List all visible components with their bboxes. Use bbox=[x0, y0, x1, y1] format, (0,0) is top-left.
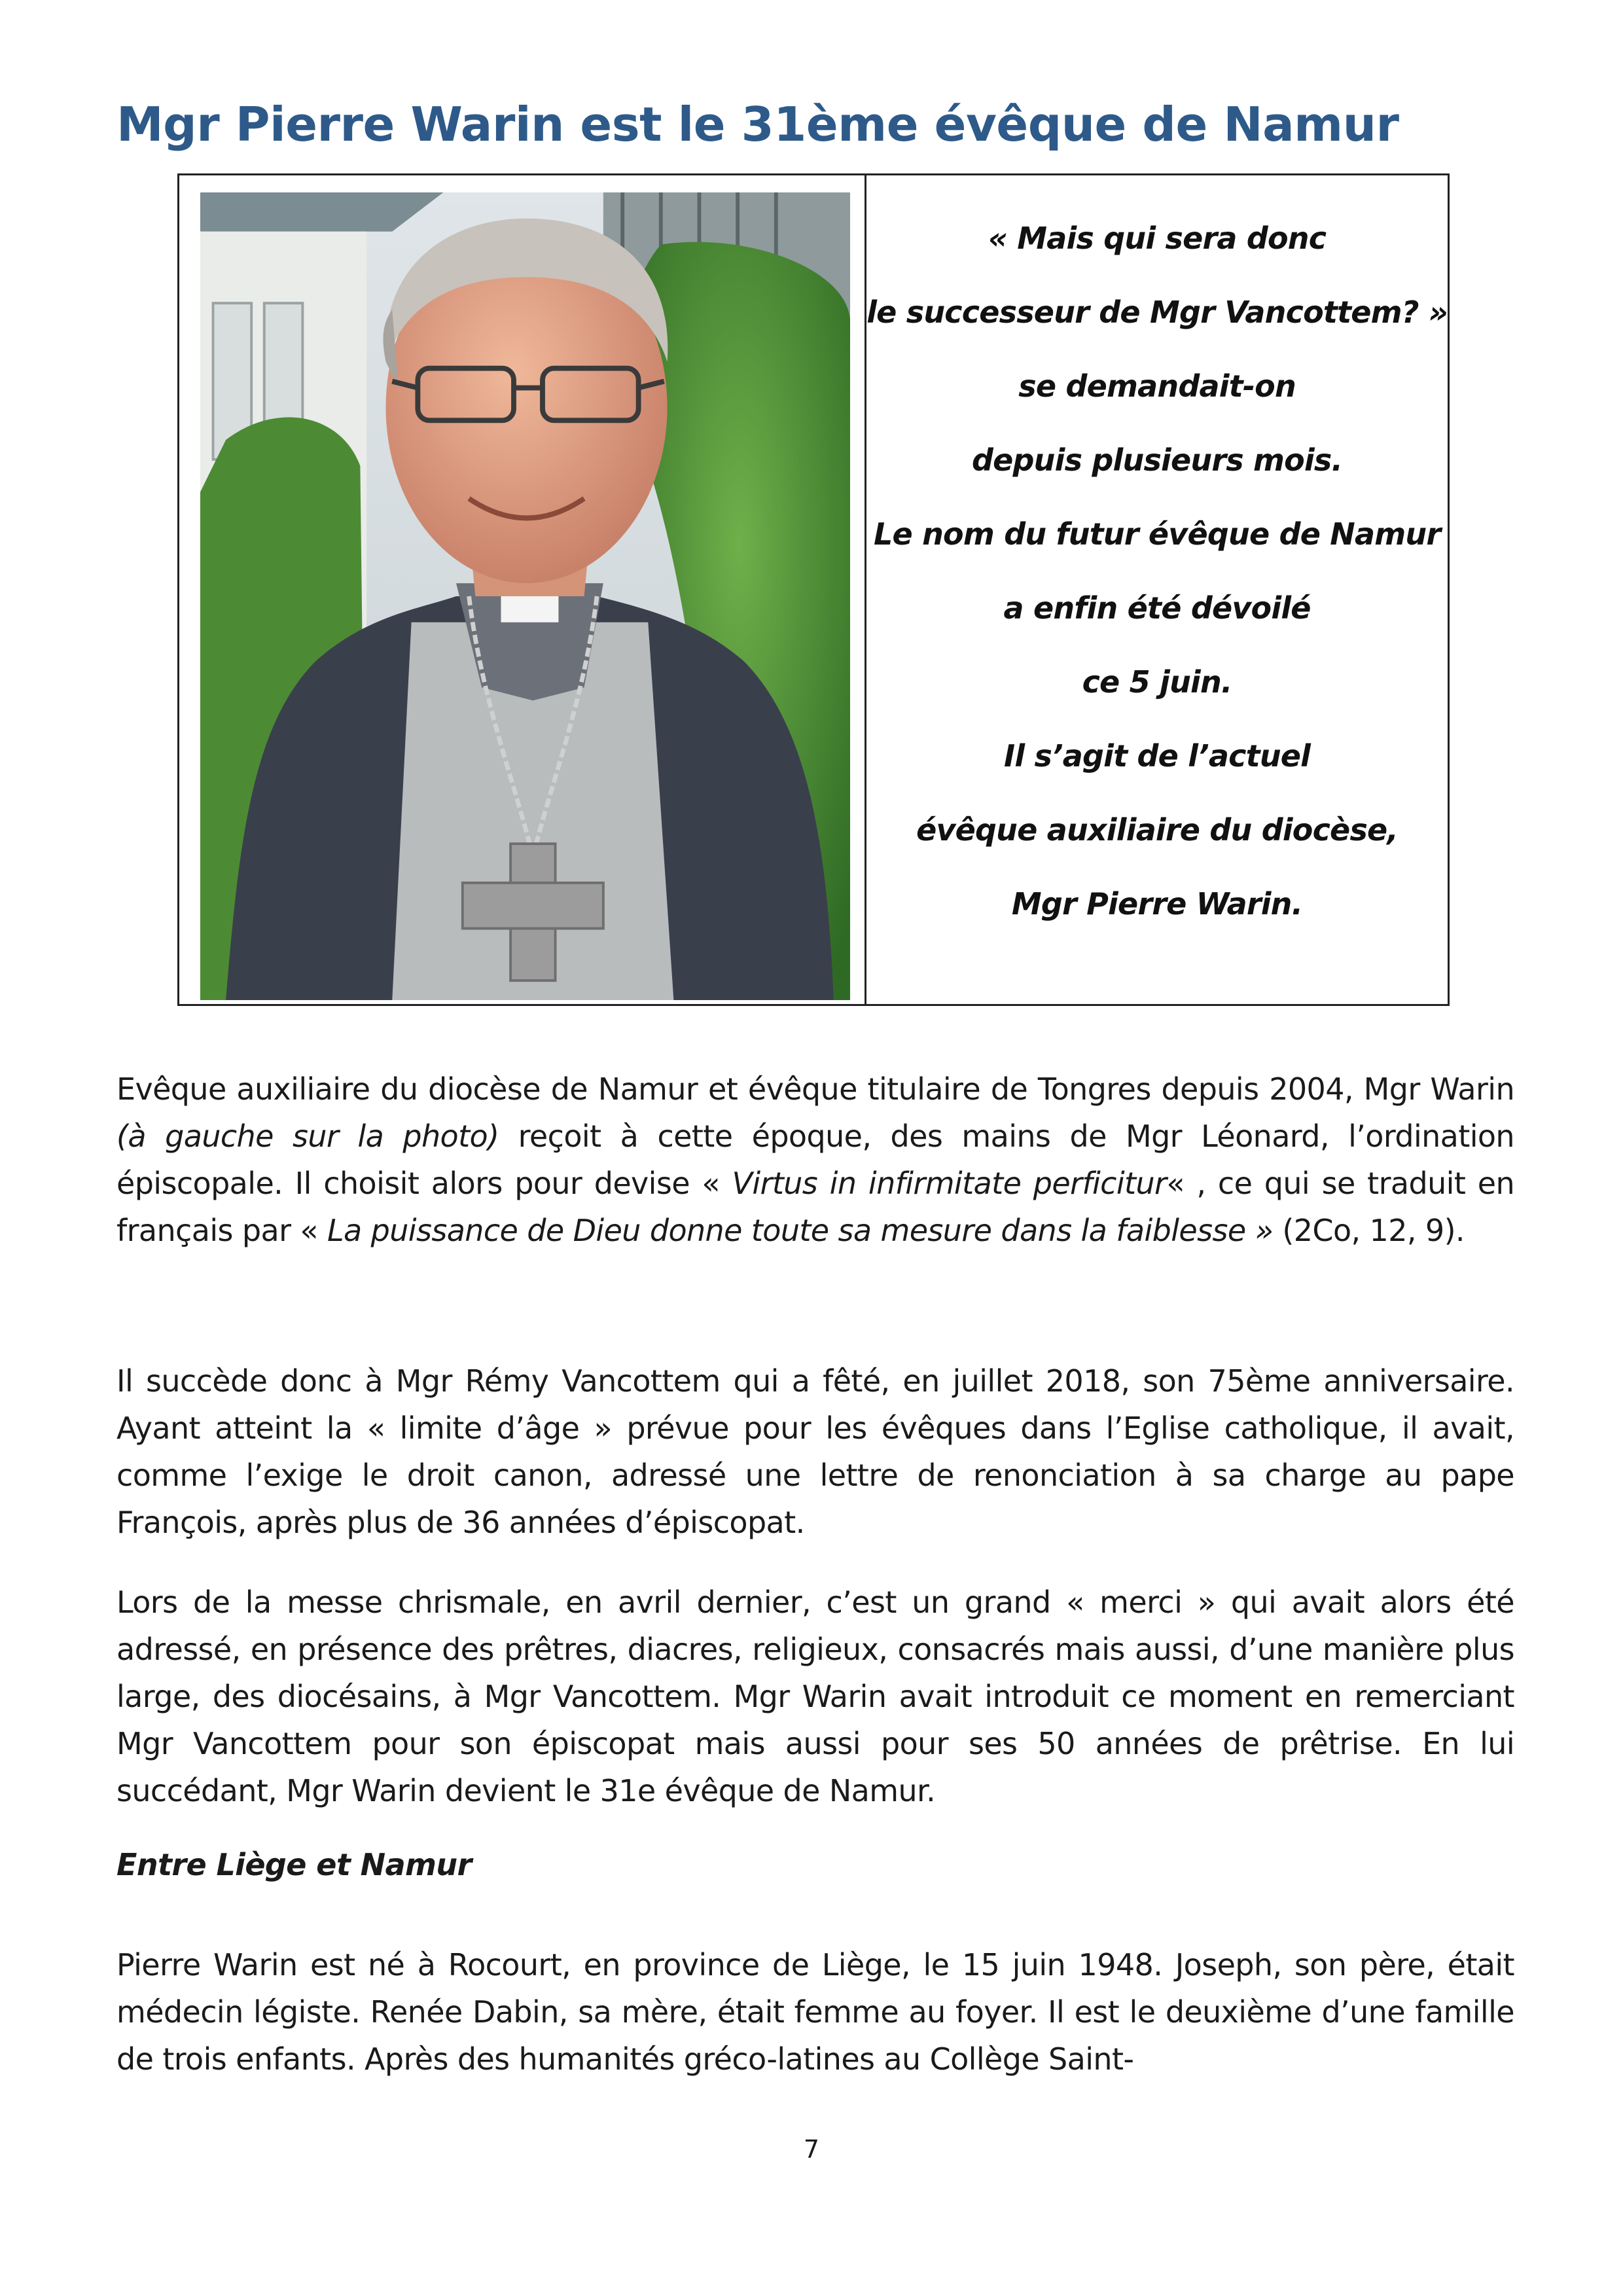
p1-reference: (2Co, 12, 9). bbox=[1273, 1213, 1465, 1248]
quote-line: évêque auxiliaire du diocèse, bbox=[916, 812, 1399, 848]
quote-line: a enfin été dévoilé bbox=[1003, 590, 1311, 626]
paragraph-3: Lors de la messe chrismale, en avril dernier, c’est un grand « merci » qui avait alors été adressé, en présence des prêtres, diacres, religieux, consacrés mais aussi, d’une manière plus large, des diocésains, à Mgr Vancottem. Mgr Warin avait introduit ce moment en remerciant Mgr Vancottem pour son épiscopat mais aussi pour ses 50 années de prêtrise. En lui succédant, Mgr Warin devient le 31e évêque de Namur. bbox=[116, 1585, 1514, 1808]
paragraph-4: Pierre Warin est né à Rocourt, en province de Liège, le 15 juin 1948. Joseph, son père, était médecin légiste. Renée Dabin, sa mère, était femme au foyer. Il est le deuxième d’une famille de trois enfants. Après des humanités gréco-latines au Collège Saint- bbox=[116, 1947, 1514, 2077]
section-heading: Entre Liège et Namur bbox=[116, 1847, 472, 1882]
p1-motto-latin: Virtus in infirmitate perficitur bbox=[732, 1166, 1167, 1201]
quote-line: Il s’agit de l’actuel bbox=[1004, 738, 1311, 774]
quote-column bbox=[866, 175, 1448, 1004]
p1-photo-note: (à gauche sur la photo) bbox=[116, 1119, 499, 1154]
quote-line: ce 5 juin. bbox=[1082, 664, 1232, 700]
feature-box bbox=[177, 173, 1450, 1006]
page-number: 7 bbox=[803, 2135, 820, 2164]
portrait-photo bbox=[179, 175, 866, 1004]
paragraph-2: Il succède donc à Mgr Rémy Vancottem qui a fêté, en juillet 2018, son 75ème anniversaire. Ayant atteint la « limite d’âge » prévue pour les évêques dans l’Eglise catholique, il avait, comme l’exige le droit canon, adressé une lettre de renonciation à sa charge au pape François, après plus de 36 années d’épiscopat. bbox=[116, 1363, 1514, 1540]
quote-line: Mgr Pierre Warin. bbox=[1011, 886, 1303, 922]
p1-text: Evêque auxiliaire du diocèse de Namur et évêque titulaire de Tongres depuis 2004, Mgr Warin bbox=[116, 1071, 1514, 1107]
quote-line: le successeur de Mgr Vancottem? » bbox=[866, 295, 1448, 330]
page-title: Mgr Pierre Warin est le 31ème évêque de Namur bbox=[116, 97, 1399, 152]
paragraph-1 bbox=[116, 1066, 1514, 1254]
quote-line: Le nom du futur évêque de Namur bbox=[873, 516, 1441, 552]
quote-line: « Mais qui sera donc bbox=[988, 221, 1327, 256]
p1-text: « , ce qui se traduit en français par « bbox=[116, 1166, 1515, 1248]
bishop-portrait-image bbox=[200, 192, 850, 1000]
p1-motto-french: La puissance de Dieu donne toute sa mesure dans la faiblesse » bbox=[327, 1213, 1274, 1248]
p1-text: reçoit à cette époque, des mains de Mgr Léonard, l’ordination épiscopale. Il choisit alors pour devise « bbox=[116, 1119, 1514, 1201]
quote-line: depuis plusieurs mois. bbox=[972, 442, 1343, 478]
quote-line: se demandait-on bbox=[1018, 368, 1296, 404]
